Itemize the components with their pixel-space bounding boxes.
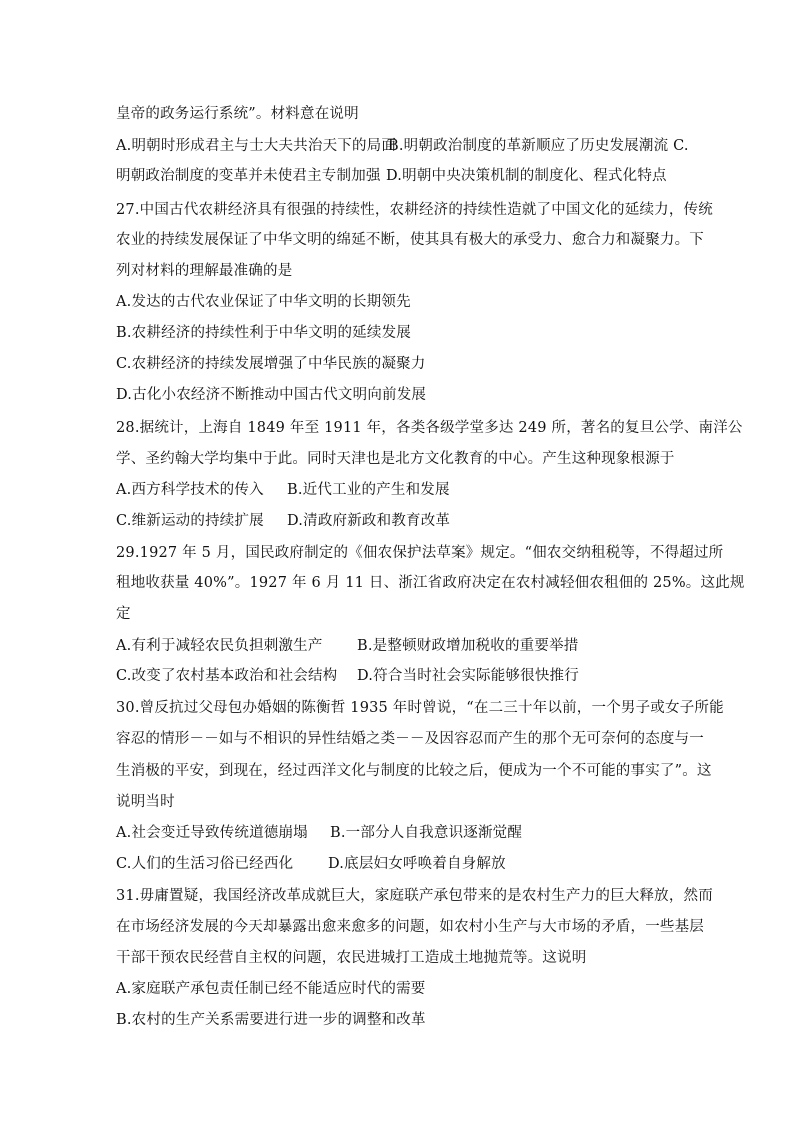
- option-line: [116, 666, 579, 686]
- text-line: 租地收获量 40%”。1927 年 6 月 11 日、浙江省政府决定在农村减轻佃农租佃的 25%。这此规: [116, 575, 745, 591]
- option-line: [116, 636, 579, 656]
- question-31: 31.毋庸置疑，我国经济改革成就巨大，家庭联产承包带来的是农村生产力的巨大释放，然而: [116, 888, 713, 904]
- option-line: [116, 823, 523, 843]
- text-line: 生消极的平安，到现在，经过西洋文化与制度的比较之后，便成为一个不可能的事实了”。这: [116, 763, 712, 779]
- option-d: D.明朝中央决策机制的制度化、程式化特点: [386, 168, 667, 184]
- question-27: 27.中国古代农耕经济具有很强的持续性，农耕经济的持续性造就了中国文化的延续力，传统: [116, 202, 713, 218]
- option-d: D.清政府新政和教育改革: [287, 513, 451, 529]
- option-c: 明朝政治制度的变革并未使君主专制加强: [116, 168, 381, 184]
- option-b: B.明朝政治制度的革新顺应了历史发展潮流 C.: [388, 138, 689, 154]
- option-b: B.农村的生产关系需要进行进一步的调整和改革: [116, 1012, 426, 1028]
- option-a: A.明朝时形成君主与士大夫共治天下的局面: [116, 138, 397, 154]
- option-a: A.发达的古代农业保证了中华文明的长期领先: [116, 294, 411, 310]
- text-line: 学、圣约翰大学均集中于此。同时天津也是北方文化教育的中心。产生这种现象根源于: [116, 451, 675, 467]
- option-d: D.底层妇女呼唤着自身解放: [328, 856, 506, 872]
- option-line: [116, 854, 506, 874]
- question-28: 28.据统计，上海自 1849 年至 1911 年，各类各级学堂多达 249 所，著名的复旦公学、南洋公: [116, 420, 743, 436]
- option-b: B.一部分人自我意识逐渐觉醒: [330, 825, 523, 841]
- option-line: [116, 480, 450, 500]
- option-a: A.有利于减轻农民负担刺激生产: [116, 638, 323, 654]
- option-b: B.近代工业的产生和发展: [287, 482, 450, 498]
- option-line: [116, 166, 667, 186]
- text-line: 农业的持续发展保证了中华文明的绵延不断，使其具有极大的承受力、愈合力和凝聚力。下: [116, 232, 704, 248]
- text-line: 列对材料的理解最准确的是: [116, 263, 293, 279]
- option-d: D.符合当时社会实际能够很快推行: [357, 668, 579, 684]
- option-a: A.家庭联产承包责任制已经不能适应时代的需要: [116, 981, 426, 997]
- question-29: 29.1927 年 5 月，国民政府制定的《佃农保护法草案》规定。“佃农交纳租税等，不得超过所: [116, 545, 724, 561]
- option-line: [116, 511, 451, 531]
- option-c: C.人们的生活习俗已经西化: [116, 856, 294, 872]
- question-30: 30.曾反抗过父母包办婚姻的陈衡哲 1935 年时曾说，“在二三十年以前，一个男子或女子所能: [116, 700, 724, 716]
- option-b: B.农耕经济的持续性利于中华文明的延续发展: [116, 325, 411, 341]
- option-line: [116, 136, 689, 156]
- option-d: D.古化小农经济不断推动中国古代文明向前发展: [116, 387, 427, 403]
- text-line: 说明当时: [116, 794, 175, 810]
- text-line: 定: [116, 606, 131, 622]
- option-c: C.维新运动的持续扩展: [116, 513, 264, 529]
- option-c: C.农耕经济的持续发展增强了中华民族的凝聚力: [116, 356, 426, 372]
- option-c: C.改变了农村基本政治和社会结构: [116, 668, 338, 684]
- text-line: 在市场经济发展的今天却暴露出愈来愈多的问题，如农村小生产与大市场的矛盾，一些基层: [116, 919, 704, 935]
- option-a: A.社会变迁导致传统道德崩塌: [116, 825, 308, 841]
- text-line: 干部干预农民经营自主权的问题，农民进城打工造成土地抛荒等。这说明: [116, 950, 587, 966]
- text-line: 容忍的情形－－如与不相识的异性结婚之类－－及因容忍而产生的那个无可奈何的态度与一: [116, 731, 704, 747]
- option-a: A.西方科学技术的传入: [116, 482, 264, 498]
- text-line: 皇帝的政务运行系统”。材料意在说明: [116, 106, 359, 122]
- option-b: B.是整顿财政增加税收的重要举措: [357, 638, 579, 654]
